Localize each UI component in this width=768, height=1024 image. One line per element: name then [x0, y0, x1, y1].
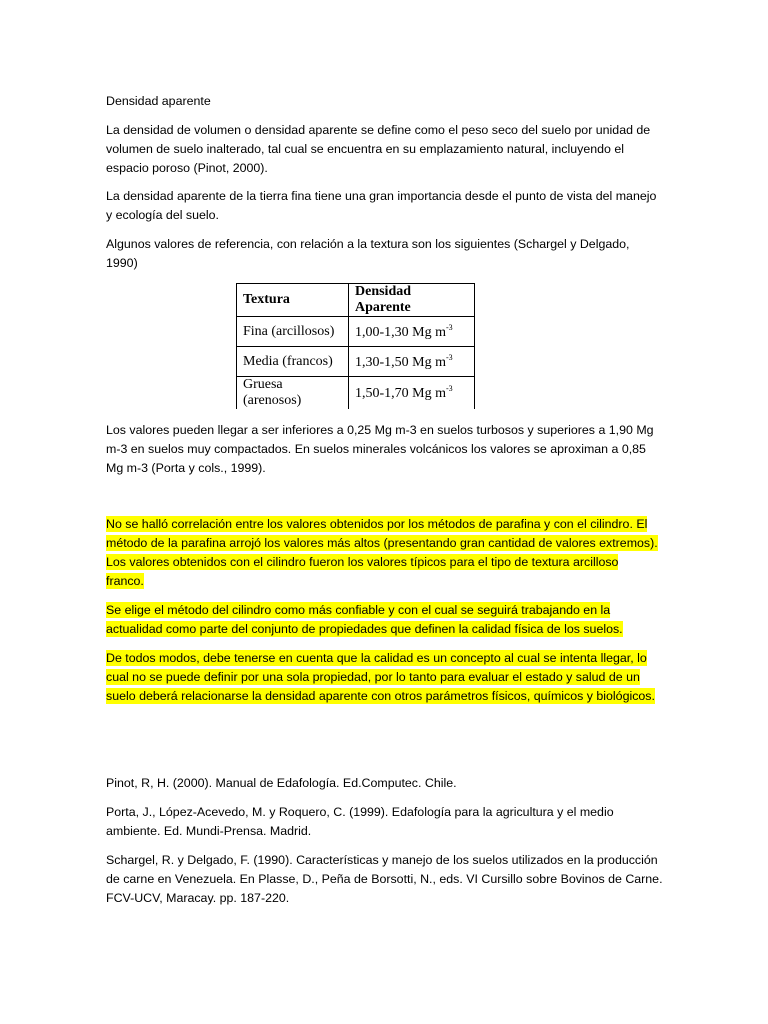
highlighted-paragraph-cylinder: Se elige el método del cilindro como más confiable y con el cual se seguirá trabajando en la actualidad como parte del conjunto de propiedades que definen la calidad física de los suelos. — [106, 603, 623, 636]
reference-schargel: Schargel, R. y Delgado, F. (1990). Características y manejo de los suelos utilizados en la producción de carne en Venezuela. En Plasse, D., Peña de Borsotti, N., eds. VI Cursillo sobre Bovinos de Carne. FCV-UCV, Maracay. pp. 187-220. — [106, 853, 663, 905]
table-header-row — [237, 284, 475, 317]
highlighted-paragraph-correlation: No se halló correlación entre los valores obtenidos por los métodos de parafina y con el cilindro. El método de la parafina arrojó los valores más altos (presentando gran cantidad de valores extremos). Los valores obtenidos con el cilindro fueron los valores típicos para el tipo de textura arcilloso franco. — [106, 517, 658, 588]
reference-porta: Porta, J., López-Acevedo, M. y Roquero, C. (1999). Edafología para la agricultura y el medio ambiente. Ed. Mundi-Prensa. Madrid. — [106, 805, 614, 838]
table-row — [237, 347, 475, 377]
cell-textura: Fina (arcillosos) — [237, 317, 349, 347]
paragraph-value-range: Los valores pueden llegar a ser inferiores a 0,25 Mg m-3 en suelos turbosos y superiores a 1,90 Mg m-3 en suelos muy compactados. En suelos minerales volcánicos los valores se aproximan a 0,85 Mg m-3 (Porta y cols., 1999). — [106, 423, 654, 475]
cell-densidad: 1,00-1,30 Mg $m^{-3}$ — [349, 317, 475, 347]
paragraph-reference-values: Algunos valores de referencia, con relación a la textura son los siguientes (Schargel y Delgado, 1990) — [106, 237, 630, 270]
table-row — [237, 317, 475, 347]
cell-textura: Gruesa (arenosos) — [237, 377, 349, 410]
cell-densidad: 1,30-1,50 Mg $m^{-3}$ — [349, 347, 475, 377]
cell-textura: Media (francos) — [237, 347, 349, 377]
texture-density-table — [236, 283, 475, 409]
paragraph-definition: La densidad de volumen o densidad aparente se define como el peso seco del suelo por unidad de volumen de suelo inalterado, tal cual se encuentra en su emplazamiento natural, incluyendo el espacio poroso (Pinot, 2000). — [106, 123, 651, 175]
highlighted-paragraph-quality: De todos modos, debe tenerse en cuenta que la calidad es un concepto al cual se intenta llegar, lo cual no se puede definir por una sola propiedad, por lo tanto para evaluar el estado y salud de un suelo deberá relacionarse la densidad aparente con otros parámetros físicos, químicos y biológicos. — [106, 651, 655, 703]
paragraph-importance: La densidad aparente de la tierra fina tiene una gran importancia desde el punto de vista del manejo y ecología del suelo. — [106, 189, 657, 222]
header-densidad: Densidad Aparente — [349, 284, 475, 317]
table-row — [237, 377, 475, 410]
reference-pinot: Pinot, R, H. (2000). Manual de Edafología. Ed.Computec. Chile. — [106, 776, 457, 790]
cell-densidad: 1,50-1,70 Mg $m^{-3}$ — [349, 377, 475, 410]
header-textura: Textura — [237, 284, 349, 317]
section-heading: Densidad aparente — [106, 94, 211, 108]
